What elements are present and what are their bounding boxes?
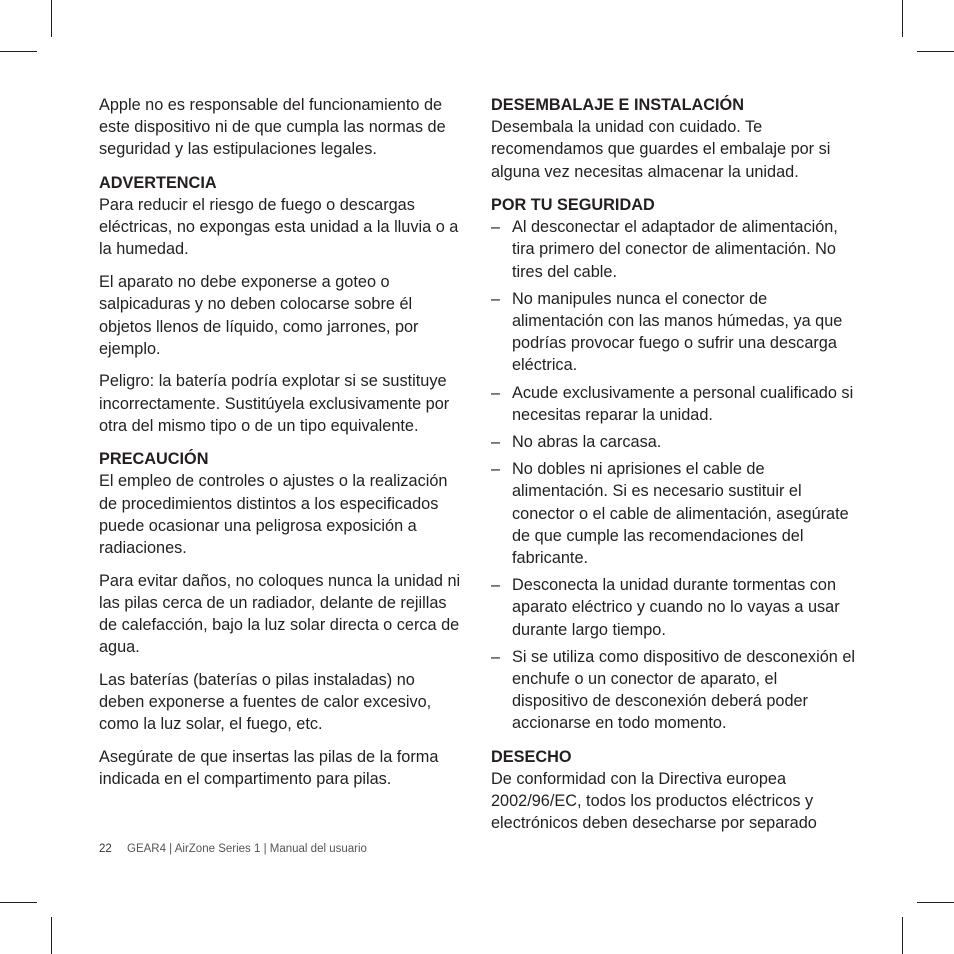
crop-mark-top-right-horizontal: [917, 51, 954, 52]
precaucion-heading: PRECAUCIÓN: [99, 450, 209, 469]
desembalaje-section: [491, 94, 856, 183]
crop-mark-top-left-horizontal: [0, 51, 37, 52]
list-item: – Desconecta la unidad durante tormentas con aparato eléctrico y cuando no lo vayas a usar durante largo tiempo.: [491, 574, 856, 641]
right-column: [491, 94, 856, 845]
crop-mark-bottom-left-vertical: [51, 917, 52, 954]
precaucion-paragraph: Para evitar daños, no coloques nunca la unidad ni las pilas cerca de un radiador, delante de rejillas de calefacción, bajo la luz solar directa o cerca de agua.: [99, 571, 461, 657]
list-item: – No abras la carcasa.: [491, 431, 856, 453]
running-title: GEAR4 | AirZone Series 1 | Manual del usuario: [127, 843, 367, 855]
list-item: – No manipules nunca el conector de alimentación con las manos húmedas, ya que podrías provocar fuego o sufrir una descarga eléctrica.: [491, 288, 856, 377]
page-number: 22: [99, 843, 112, 855]
list-item: – Al desconectar el adaptador de alimentación, tira primero del conector de alimentación. No tires del cable.: [491, 216, 856, 283]
page-footer: [99, 843, 367, 855]
advertencia-paragraph: El aparato no debe exponerse a goteo o salpicaduras y no deben colocarse sobre él objetos llenos de líquido, como jarrones, por ejemplo.: [99, 273, 419, 358]
crop-mark-top-right-vertical: [902, 0, 903, 37]
desecho-heading: DESECHO: [491, 747, 572, 766]
desembalaje-heading: DESEMBALAJE E INSTALACIÓN: [491, 96, 744, 114]
list-item: – Acude exclusivamente a personal cualificado si necesitas reparar la unidad.: [491, 382, 856, 426]
intro-paragraph: Apple no es responsable del funcionamiento de este dispositivo ni de que cumpla las normas de seguridad y las estipulaciones legales.: [99, 96, 446, 159]
advertencia-paragraph: Para reducir el riesgo de fuego o descargas eléctricas, no expongas esta unidad a la lluvia o a la humedad.: [99, 196, 459, 259]
left-column: [99, 94, 461, 801]
crop-mark-bottom-left-horizontal: [0, 902, 37, 903]
advertencia-heading: ADVERTENCIA: [99, 173, 217, 192]
precaucion-paragraph: El empleo de controles o ajustes o la realización de procedimientos distintos a los especificados puede ocasionar una peligrosa exposición a radiaciones.: [99, 472, 448, 558]
list-item: – No dobles ni aprisiones el cable de alimentación. Si es necesario sustituir el conector o el cable de alimentación, asegúrate de que cumple las recomendaciones del fabricante.: [491, 458, 856, 569]
advertencia-section: [99, 172, 461, 437]
precaucion-paragraph: Asegúrate de que insertas las pilas de la forma indicada en el compartimento para pilas.: [99, 748, 439, 789]
crop-mark-bottom-right-horizontal: [917, 902, 954, 903]
precaucion-section: [99, 448, 461, 790]
crop-mark-top-left-vertical: [51, 0, 52, 37]
list-item: – Si se utiliza como dispositivo de desconexión el enchufe o un conector de aparato, el dispositivo de desconexión deberá poder accionarse en todo momento.: [491, 646, 856, 735]
seguridad-heading: POR TU SEGURIDAD: [491, 196, 655, 214]
seguridad-section: [491, 194, 856, 735]
desecho-paragraph: De conformidad con la Directiva europea 2002/96/EC, todos los productos eléctricos y electrónicos deben desecharse por separado: [491, 769, 817, 833]
seguridad-list: [491, 216, 856, 734]
precaucion-paragraph: Las baterías (baterías o pilas instaladas) no deben exponerse a fuentes de calor excesivo, como la luz solar, el fuego, etc.: [99, 671, 432, 734]
crop-mark-bottom-right-vertical: [902, 917, 903, 954]
advertencia-paragraph: Peligro: la batería podría explotar si se sustituye incorrectamente. Sustitúyela exclusivamente por otra del mismo tipo o de un tipo equivalente.: [99, 372, 450, 435]
desembalaje-paragraph: Desembala la unidad con cuidado. Te recomendamos que guardes el embalaje por si alguna vez necesitas almacenar la unidad.: [491, 118, 831, 181]
desecho-section: [491, 746, 856, 835]
